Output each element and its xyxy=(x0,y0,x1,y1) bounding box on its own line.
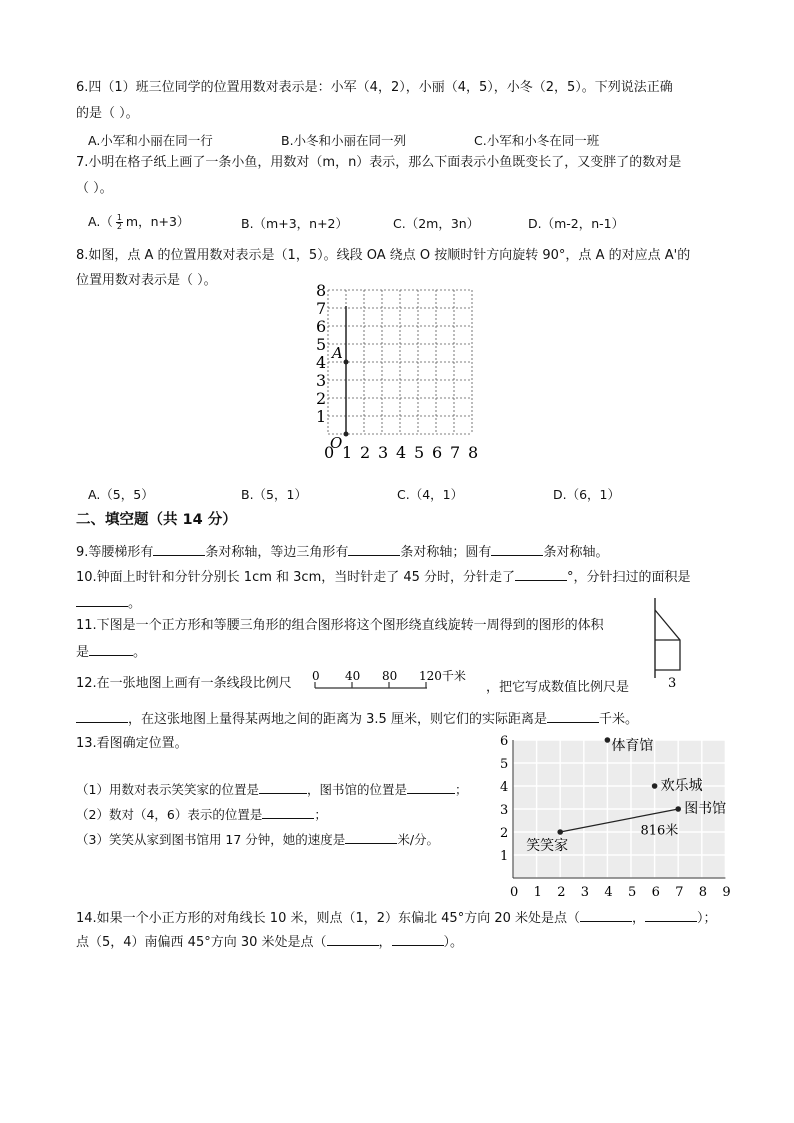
x-tick-label: 0 xyxy=(510,885,519,900)
x-tick-label: 4 xyxy=(396,443,407,462)
x-tick-label: 7 xyxy=(675,885,684,900)
x-tick-label: 0 xyxy=(324,443,335,462)
q12-line1 xyxy=(76,676,292,692)
y-tick-label: 6 xyxy=(316,317,327,336)
x-tick-label: 9 xyxy=(722,885,731,900)
q10-blank-2[interactable] xyxy=(76,593,128,607)
q7-option-c: C.（2m，3n） xyxy=(393,216,480,231)
q12-text-1: 12.在一张地图上画有一条线段比例尺 xyxy=(76,676,292,691)
q13-sub-1 xyxy=(76,780,468,798)
q7-option-a-suffix: m，n+3） xyxy=(125,214,190,229)
q9-text-4: 条对称轴。 xyxy=(543,545,609,560)
fraction-denominator: 2 xyxy=(116,222,122,231)
map-point-marker xyxy=(605,737,611,743)
q12-blank-1[interactable] xyxy=(76,709,128,723)
q7-option-a-prefix: A.（ xyxy=(88,214,113,229)
q8-option-c: C.（4，1） xyxy=(397,487,464,502)
q13-title: 13.看图确定位置。 xyxy=(76,736,188,751)
q8-grid-lines xyxy=(328,290,472,434)
q13-blank-4[interactable] xyxy=(345,830,397,844)
q7-option-b: B.（m+3，n+2） xyxy=(241,216,349,231)
q12-scale-label-0: 0 xyxy=(312,669,320,683)
map-point-label: 图书馆 xyxy=(684,801,727,817)
q12-line2 xyxy=(76,709,638,728)
q13-blank-2[interactable] xyxy=(407,780,455,794)
q12-text-4: 千米。 xyxy=(598,712,638,727)
q14-blank-1[interactable] xyxy=(580,908,632,922)
q9-blank-1[interactable] xyxy=(153,542,205,556)
q14-text-6: ）。 xyxy=(443,935,464,950)
x-tick-label: 6 xyxy=(432,443,443,462)
q14-line1 xyxy=(76,908,717,927)
q8-label-a: A xyxy=(332,344,343,362)
q14-text-3: ）； xyxy=(697,911,717,926)
q13-text-3b: 米/分。 xyxy=(397,832,440,847)
q7-line1: 7.小明在格子纸上画了一条小鱼，用数对（m，n）表示，那么下面表示小鱼既变长了，又变胖了的数对是 xyxy=(76,155,682,170)
y-tick-label: 7 xyxy=(316,299,327,318)
q14-text-1: 14.如果一个小正方形的对角线长 10 米，则点（1，2）东偏北 45°方向 20 米处是点（ xyxy=(76,911,581,926)
y-tick-label: 8 xyxy=(316,281,327,300)
x-tick-label: 4 xyxy=(604,885,613,900)
q14-text-2: ， xyxy=(632,911,646,926)
map-point-marker xyxy=(675,806,681,812)
q13-x-axis-labels xyxy=(510,885,731,900)
q13-text-3a: （3）笑笑从家到图书馆用 17 分钟，她的速度是 xyxy=(76,832,346,847)
q13-text-1a: （1）用数对表示笑笑家的位置是 xyxy=(76,782,259,797)
q11-text-3: 。 xyxy=(133,645,147,660)
x-tick-label: 2 xyxy=(557,885,566,900)
fraction-numerator: 1 xyxy=(116,213,122,222)
q13-text-2a: （2）数对（4，6）表示的位置是 xyxy=(76,807,263,822)
q9-blank-3[interactable] xyxy=(491,542,543,556)
q7-option-a xyxy=(88,212,189,231)
q7-option-d: D.（m-2，n-1） xyxy=(528,216,625,231)
q13-text-1c: ； xyxy=(454,782,468,797)
map-point-label: 笑笑家 xyxy=(526,838,569,854)
x-tick-label: 3 xyxy=(580,885,590,900)
q13-blank-3[interactable] xyxy=(262,805,314,819)
q9-line xyxy=(76,542,608,561)
q9-text-2: 条对称轴，等边三角形有 xyxy=(205,545,349,560)
q11-line2 xyxy=(76,642,146,661)
q8-line2: 位置用数对表示是（ ）。 xyxy=(76,273,217,288)
x-tick-label: 8 xyxy=(698,885,708,900)
x-tick-label: 6 xyxy=(651,885,660,900)
q14-blank-2[interactable] xyxy=(645,908,697,922)
q13-blank-1[interactable] xyxy=(259,780,307,794)
q6-option-b: B.小冬和小丽在同一列 xyxy=(281,133,407,148)
section-title: 二、填空题（共 14 分） xyxy=(76,512,237,528)
q8-point-a xyxy=(344,360,349,365)
q8-y-axis-labels xyxy=(316,281,326,426)
q12-scale-label-120: 120千米 xyxy=(419,669,466,683)
q13-map-figure xyxy=(494,733,734,905)
q13-sub-2 xyxy=(76,805,327,823)
y-tick-label: 4 xyxy=(500,780,509,795)
q8-grid-figure xyxy=(310,281,485,476)
x-tick-label: 7 xyxy=(450,443,461,462)
x-tick-label: 1 xyxy=(533,885,542,900)
q8-line1: 8.如图，点 A 的位置用数对表示是（1，5）。线段 OA 绕点 O 按顺时针方向旋转 90°，点 A 的对应点 A'的 xyxy=(76,248,691,263)
q11-blank[interactable] xyxy=(89,642,133,656)
q8-point-o xyxy=(344,432,349,437)
q9-blank-2[interactable] xyxy=(348,542,400,556)
x-tick-label: 5 xyxy=(628,885,637,900)
q10-blank-1[interactable] xyxy=(515,567,567,581)
q12-scale-label-80: 80 xyxy=(382,669,398,683)
q13-y-axis-labels xyxy=(500,734,508,864)
q13-distance-label: 816米 xyxy=(640,823,679,839)
q11-figure-label: 3 xyxy=(668,676,677,691)
x-tick-label: 1 xyxy=(342,443,353,462)
q13-sub-3 xyxy=(76,830,439,848)
q14-blank-4[interactable] xyxy=(392,932,444,946)
y-tick-label: 3 xyxy=(316,371,327,390)
q14-text-4: 点（5，4）南偏西 45°方向 30 米处是点（ xyxy=(76,935,327,950)
y-tick-label: 1 xyxy=(500,849,509,864)
q10-text-1: 10.钟面上时针和分针分别长 1cm 和 3cm，当时针走了 45 分时，分针走了 xyxy=(76,570,516,585)
q9-text-1: 9.等腰梯形有 xyxy=(76,545,154,560)
y-tick-label: 2 xyxy=(316,389,327,408)
y-tick-label: 5 xyxy=(316,335,327,354)
q13-text-2b: ； xyxy=(314,807,327,822)
q6-option-c: C.小军和小冬在同一班 xyxy=(474,133,600,148)
q6-line2: 的是（ ）。 xyxy=(76,106,139,121)
x-tick-label: 2 xyxy=(360,443,371,462)
q9-text-3: 条对称轴；圆有 xyxy=(400,545,492,560)
q8-option-d: D.（6，1） xyxy=(553,487,621,502)
q6-option-a: A.小军和小丽在同一行 xyxy=(88,133,213,148)
x-tick-label: 3 xyxy=(378,443,389,462)
q10-line2 xyxy=(76,593,141,612)
q10-line1 xyxy=(76,567,691,586)
q12-scale-label-40: 40 xyxy=(345,669,361,683)
y-tick-label: 4 xyxy=(316,353,327,372)
q14-line2 xyxy=(76,932,463,951)
q13-text-1b: ，图书馆的位置是 xyxy=(306,782,407,797)
q8-x-axis-labels xyxy=(324,443,478,462)
q6-line1: 6.四（1）班三位同学的位置用数对表示是：小军（4，2），小丽（4，5），小冬（2，5）。下列说法正确 xyxy=(76,80,673,95)
q11-text-2: 是 xyxy=(76,645,90,660)
map-point-label: 体育馆 xyxy=(611,738,654,754)
y-tick-label: 3 xyxy=(500,803,509,818)
map-point-marker xyxy=(557,829,563,835)
q8-label-o: O xyxy=(330,434,343,452)
y-tick-label: 2 xyxy=(500,826,509,841)
q12-scale-bar xyxy=(309,668,481,696)
map-point-marker xyxy=(652,783,658,789)
q11-figure xyxy=(648,596,688,690)
y-tick-label: 5 xyxy=(500,757,509,772)
q7-line2: （ ）。 xyxy=(76,181,113,196)
q14-text-5: ， xyxy=(378,935,392,950)
fraction-half xyxy=(116,214,123,231)
y-tick-label: 6 xyxy=(500,734,509,749)
x-tick-label: 5 xyxy=(414,443,425,462)
q12-text-3: ，在这张地图上量得某两地之间的距离为 3.5 厘米，则它们的实际距离是 xyxy=(128,712,547,727)
q12-blank-2[interactable] xyxy=(547,709,599,723)
q8-option-b: B.（5，1） xyxy=(241,487,307,502)
map-point-label: 欢乐城 xyxy=(660,778,703,794)
x-tick-label: 8 xyxy=(468,443,479,462)
q10-text-3: 。 xyxy=(128,596,142,611)
q8-option-a: A.（5，5） xyxy=(88,487,154,502)
q11-line1: 11.下图是一个正方形和等腰三角形的组合图形将这个图形绕直线旋转一周得到的图形的体积 xyxy=(76,618,604,633)
y-tick-label: 1 xyxy=(316,407,327,426)
q10-text-2: °，分针扫过的面积是 xyxy=(567,570,691,585)
q14-blank-3[interactable] xyxy=(327,932,379,946)
q12-text-2: ，把它写成数值比例尺是 xyxy=(486,680,630,695)
